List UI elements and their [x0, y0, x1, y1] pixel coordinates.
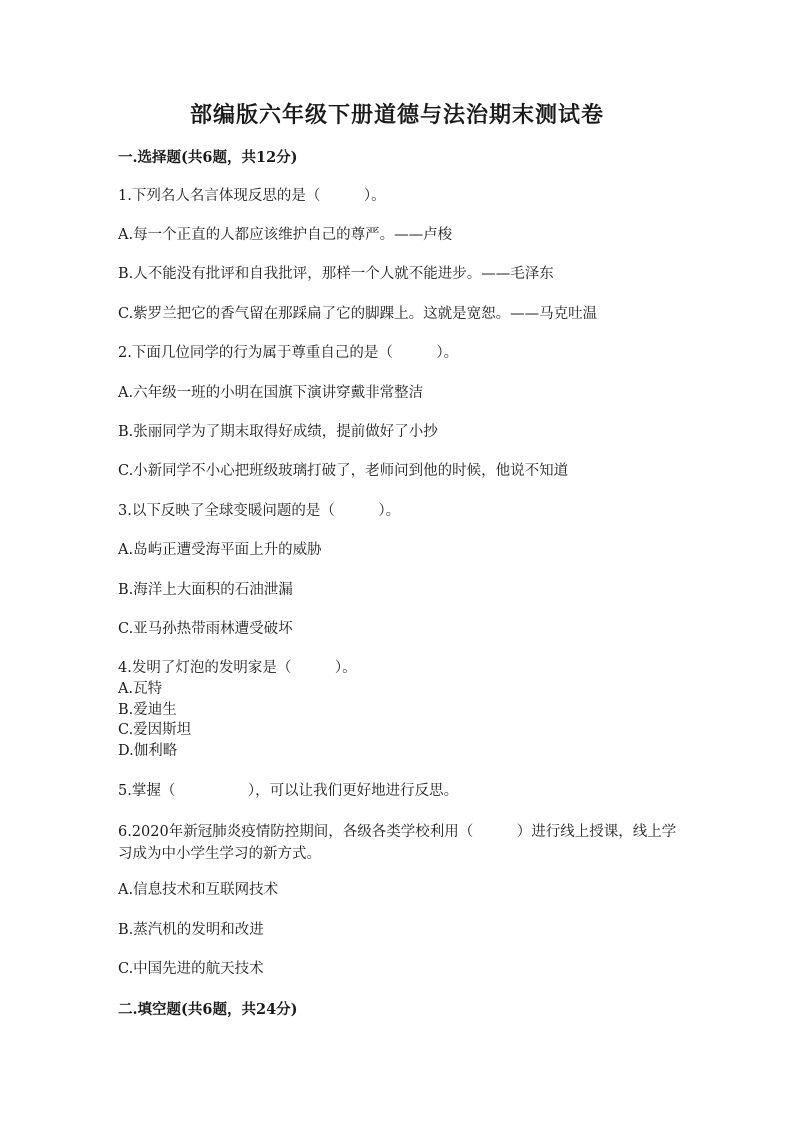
question-1-option-c: C.紫罗兰把它的香气留在那踩扁了它的脚踝上。这就是宽恕。——马克吐温 — [118, 306, 598, 322]
question-5-stem: 5.掌握（ ），可以让我们更好地进行反思。 — [118, 783, 459, 799]
page-title: 部编版六年级下册道德与法治期末测试卷 — [189, 102, 604, 128]
question-2-option-a: A.六年级一班的小明在国旗下演讲穿戴非常整洁 — [118, 385, 424, 401]
question-4-option-d: D.伽利略 — [118, 743, 178, 759]
question-2-stem: 2.下面几位同学的行为属于尊重自己的是（ ）。 — [118, 345, 459, 361]
section-heading-fill-blank: 二.填空题(共6题，共24分) — [118, 1001, 298, 1018]
question-1-option-a: A.每一个正直的人都应该维护自己的尊严。——卢梭 — [118, 227, 453, 243]
question-4-stem: 4.发明了灯泡的发明家是（ ）。 — [118, 660, 357, 676]
question-3-option-a: A.岛屿正遭受海平面上升的威胁 — [118, 542, 322, 558]
question-3-option-b: B.海洋上大面积的石油泄漏 — [118, 582, 293, 598]
question-3-option-c: C.亚马孙热带雨林遭受破坏 — [118, 621, 293, 637]
question-3-stem: 3.以下反映了全球变暖问题的是（ ）。 — [118, 503, 401, 519]
question-2-option-b: B.张丽同学为了期末取得好成绩，提前做好了小抄 — [118, 424, 438, 440]
question-1-option-b: B.人不能没有批评和自我批评，那样一个人就不能进步。——毛泽东 — [118, 266, 554, 282]
question-6-option-c: C.中国先进的航天技术 — [118, 961, 264, 977]
question-4-option-c: C.爱因斯坦 — [118, 722, 192, 738]
question-6-option-b: B.蒸汽机的发明和改进 — [118, 922, 264, 938]
question-6-option-a: A.信息技术和互联网技术 — [118, 882, 279, 898]
question-4-option-b: B.爱迪生 — [118, 702, 177, 718]
question-4-option-a: A.瓦特 — [118, 681, 163, 697]
section-heading-choice: 一.选择题(共6题，共12分) — [118, 149, 298, 166]
question-6-stem: 6.2020年新冠肺炎疫情防控期间，各级各类学校利用（ ）进行线上授课，线上学习成为中小学生学习的新方式。 — [118, 824, 677, 862]
question-1-stem: 1.下列名人名言体现反思的是（ ）。 — [118, 188, 386, 204]
question-2-option-c: C.小新同学不小心把班级玻璃打破了，老师问到他的时候，他说不知道 — [118, 463, 569, 479]
